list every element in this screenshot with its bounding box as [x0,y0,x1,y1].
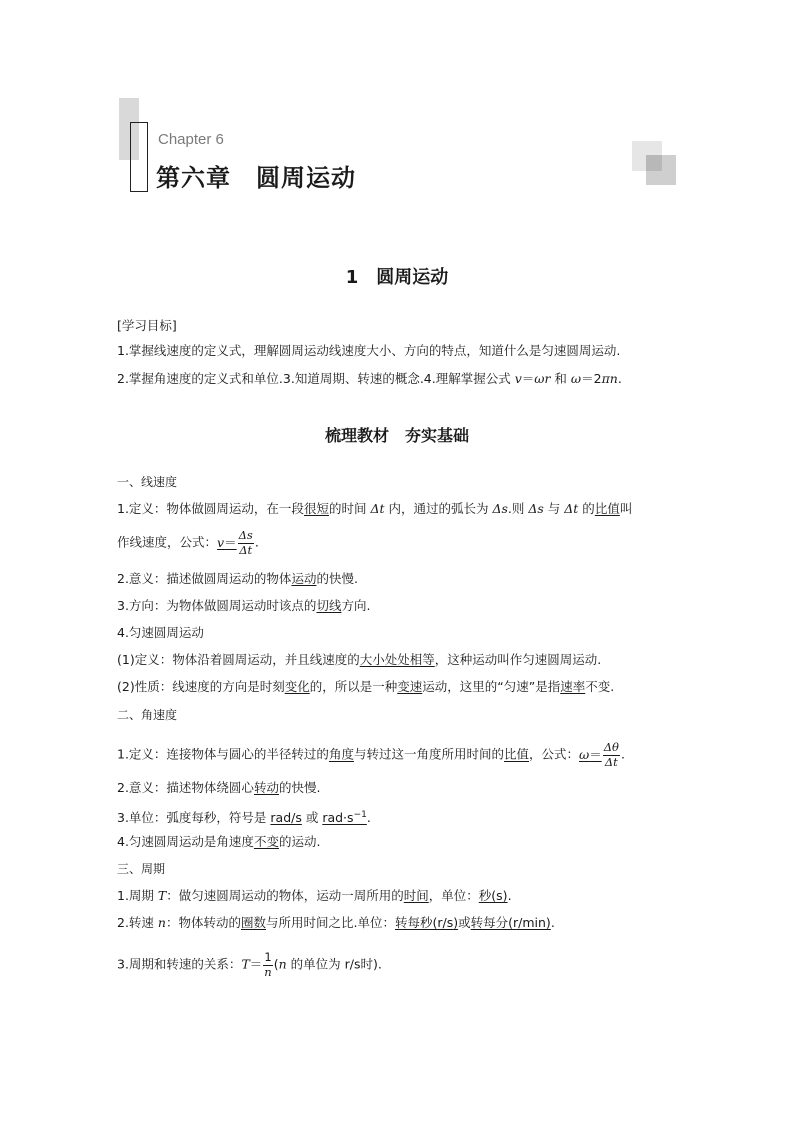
goals-line-1: 1.掌握线速度的定义式，理解圆周运动线速度大小、方向的特点，知道什么是匀速圆周运动. [117,343,621,358]
s2-definition: 1.定义：连接物体与圆心的半径转过的角度与转过这一角度所用时间的比值，公式：ω＝ $\frac{\Delta\theta}{\Delta t}$ . [117,740,625,769]
period-fraction: $\frac{1}{n}$ [264,950,272,979]
s2-heading: 二、角速度 [117,708,178,722]
goals-heading: [学习目标] [117,318,177,333]
s1-definition: 1.定义：物体做圆周运动，在一段很短的时间 Δt 内，通过的弧长为 Δs.则 Δs 与 Δt 的比值叫 [117,501,633,516]
s3-relation: 3.周期和转速的关系：T＝ $\frac{1}{n}$ (n 的单位为 r/s时). [117,950,382,979]
s1-heading: 一、线速度 [117,475,178,489]
s1-uniform-definition: (1)定义：物体沿着圆周运动，并且线速度的大小处处相等，这种运动叫作匀速圆周运动. [117,652,602,667]
s1-uniform-heading: 4.匀速圆周运动 [117,625,204,640]
s1-formula-line: 作线速度，公式：v＝ $\frac{\Delta s}{\Delta t}$ . [117,528,259,557]
s1-meaning: 2.意义：描述做圆周运动的物体运动的快慢. [117,571,358,586]
velocity-fraction: $\frac{\Delta s}{\Delta t}$ [238,528,253,557]
s2-meaning: 2.意义：描述物体绕圆心转动的快慢. [117,780,321,795]
chapter-label: Chapter 6 [158,131,224,148]
goals-line-2: 2.掌握角速度的定义式和单位.3.知道周期、转速的概念.4.理解掌握公式 v＝ωr 和 ω＝2πn. [117,371,622,386]
chapter-title: 第六章 圆周运动 [156,164,356,192]
s1-uniform-property: (2)性质：线速度的方向是时刻变化的，所以是一种变速运动，这里的“匀速”是指速率不变. [117,679,615,694]
s2-uniform: 4.匀速圆周运动是角速度不变的运动. [117,834,321,849]
s3-speed: 2.转速 n：物体转动的圈数与所用时间之比.单位：转每秒(r/s)或转每分(r/min). [117,915,555,930]
s3-heading: 三、周期 [117,862,166,876]
angular-velocity-fraction: $\frac{\Delta\theta}{\Delta t}$ [603,740,619,769]
s1-direction: 3.方向：为物体做圆周运动时该点的切线方向. [117,598,371,613]
banner-title: 梳理教材 夯实基础 [324,426,469,445]
corner-decoration-square [646,155,662,171]
s3-period: 1.周期 T：做匀速圆周运动的物体，运动一周所用的时间，单位：秒(s). [117,888,512,903]
s2-unit: 3.单位：弧度每秒，符号是 rad/s 或 $rad\cdot s^{-1}$. [117,810,371,826]
header-decoration-frame [130,122,148,192]
section-title: 1 圆周运动 [345,267,449,288]
